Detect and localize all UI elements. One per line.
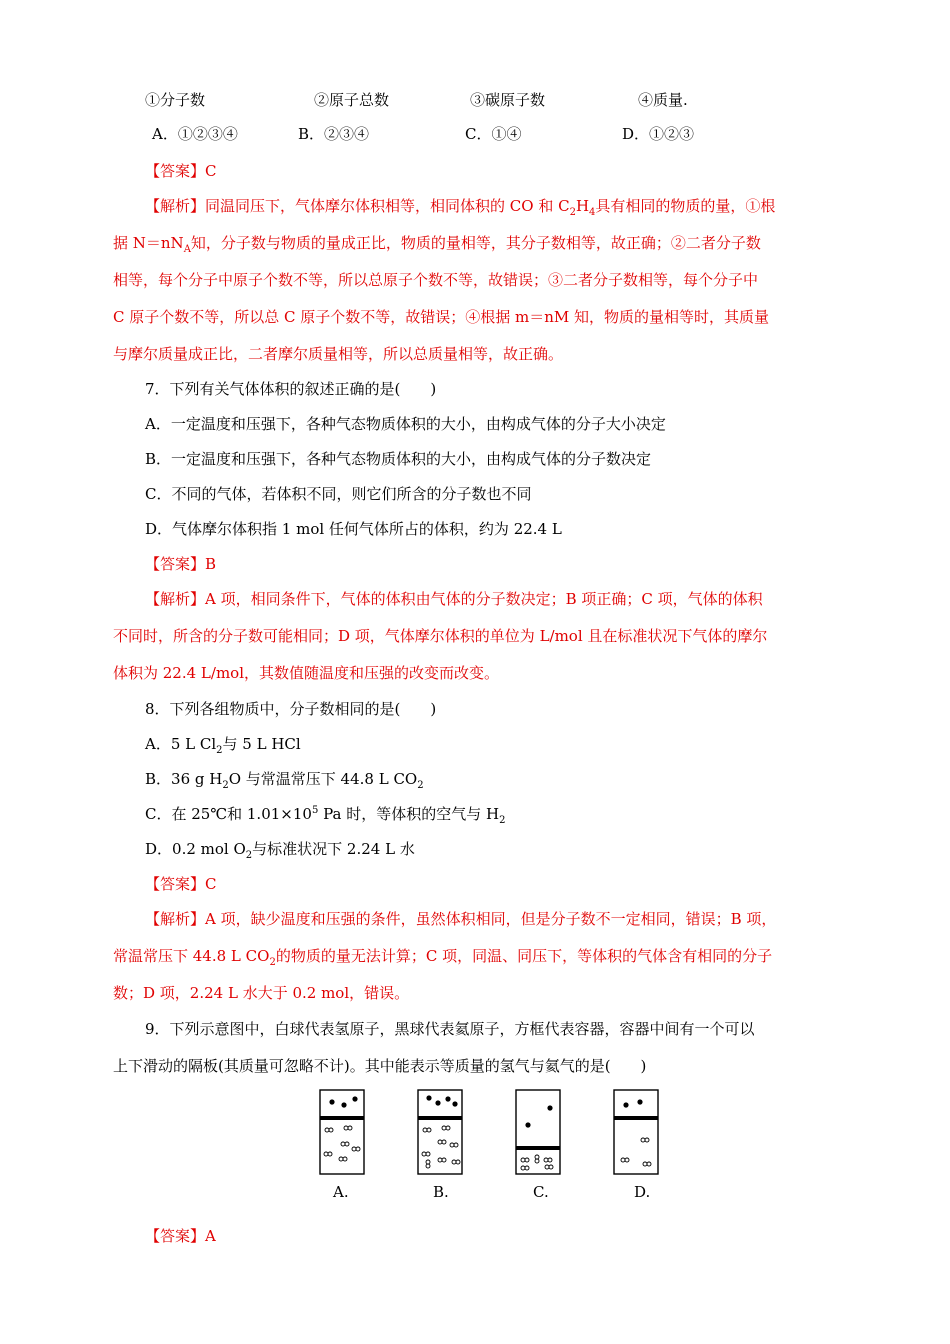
container-d	[614, 1090, 658, 1174]
q8-option-text: O 与常温常压下 44.8 L CO	[228, 770, 418, 788]
q7-stem: 7．下列有关气体体积的叙述正确的是( )	[145, 380, 437, 398]
hydrogen-molecule	[438, 1158, 446, 1162]
subscript: 2	[222, 780, 229, 791]
q8-analysis-text: 常温常压下 44.8 L CO	[113, 947, 270, 965]
hydrogen-molecule	[643, 1162, 651, 1166]
q6-analysis-text: 据 N＝nN	[113, 234, 184, 252]
q8-option-text: A．5 L Cl	[145, 735, 217, 753]
q6-item-3: ③碳原子数	[470, 91, 546, 109]
helium-atom	[637, 1099, 642, 1104]
hydrogen-molecule	[545, 1165, 553, 1169]
hydrogen-molecule	[426, 1160, 430, 1168]
q9-answer: 【答案】A	[145, 1227, 216, 1245]
hydrogen-molecule	[341, 1142, 349, 1146]
q6-item-1: ①分子数	[145, 91, 206, 109]
q8-option-c	[145, 804, 505, 824]
helium-atom	[547, 1105, 552, 1110]
q6-analysis-text: 知，分子数与物质的量成正比，物质的量相等，其分子数相等，故正确；②二者分子数	[190, 234, 761, 252]
q8-option-a	[145, 734, 301, 754]
q8-option-text: 与标准状况下 2.24 L 水	[252, 840, 415, 858]
q6-option-a: A．①②③④	[152, 125, 238, 143]
q8-option-text: 与 5 L HCl	[222, 735, 301, 753]
hydrogen-molecule	[521, 1158, 529, 1162]
q6-analysis-line-3: 相等，每个分子中原子个数不等，所以总原子个数不等，故错误；③二者分子数相等，每个分子中	[113, 271, 759, 289]
q6-option-c: C．①④	[465, 125, 522, 143]
q8-analysis-line-2	[113, 946, 772, 966]
hydrogen-molecule	[544, 1158, 552, 1162]
q8-answer: 【答案】C	[145, 875, 217, 893]
hydrogen-molecule	[422, 1152, 430, 1156]
q7-option-c: C．不同的气体，若体积不同，则它们所含的分子数也不同	[145, 485, 532, 503]
partition-c	[516, 1146, 560, 1150]
q8-analysis-text: 的物质的量无法计算；C 项，同温、同压下，等体积的气体含有相同的分子	[275, 947, 773, 965]
q7-analysis-line-1: 【解析】A 项，相同条件下，气体的体积由气体的分子数决定；B 项正确；C 项，气体的体积	[145, 590, 763, 608]
q8-option-d	[145, 839, 415, 859]
q6-analysis-text: 【解析】同温同压下，气体摩尔体积相等，相同体积的 CO 和 C	[145, 197, 570, 215]
hydrogen-molecule	[438, 1140, 446, 1144]
subscript: 2	[499, 815, 506, 826]
helium-atom	[426, 1095, 431, 1100]
q6-item-4: ④质量.	[638, 91, 688, 109]
helium-atom	[341, 1102, 346, 1107]
q8-option-text: C．在 25℃和 1.01×10	[145, 805, 312, 823]
q7-option-b: B．一定温度和压强下，各种气态物质体积的大小，由构成气体的分子数决定	[145, 450, 652, 468]
q7-analysis-line-3: 体积为 22.4 L/mol，其数值随温度和压强的改变而改变。	[113, 664, 500, 682]
q9-stem-line-2: 上下滑动的隔板(其质量可忽略不计)。其中能表示等质量的氢气与氦气的是( )	[113, 1057, 647, 1075]
q6-analysis-line-1	[145, 196, 775, 216]
subscript: 2	[417, 780, 424, 791]
hydrogen-molecule	[352, 1147, 360, 1151]
subscript: 2	[245, 850, 253, 861]
hydrogen-molecule	[324, 1152, 332, 1156]
hydrogen-molecule	[325, 1128, 333, 1132]
q6-option-d: D．①②③	[622, 125, 695, 143]
hydrogen-molecule	[641, 1138, 649, 1142]
hydrogen-molecule	[423, 1128, 431, 1132]
helium-atom	[329, 1099, 334, 1104]
hydrogen-molecule	[344, 1126, 352, 1130]
superscript: 5	[311, 805, 319, 816]
helium-atom	[445, 1096, 450, 1101]
hydrogen-molecule	[621, 1158, 629, 1162]
subscript: 2	[216, 745, 223, 756]
q6-analysis-text: H	[575, 197, 590, 215]
q7-option-a: A．一定温度和压强下，各种气态物质体积的大小，由构成气体的分子大小决定	[145, 415, 666, 433]
q9-stem-line-1: 9．下列示意图中，白球代表氢原子，黑球代表氦原子，方框代表容器，容器中间有一个可以	[145, 1020, 755, 1038]
hydrogen-molecule	[339, 1157, 347, 1161]
hydrogen-molecule	[442, 1126, 450, 1130]
q6-analysis-text: 具有相同的物质的量，①根	[595, 197, 776, 215]
q7-analysis-line-2: 不同时，所含的分子数可能相同；D 项，气体摩尔体积的单位为 L/mol 且在标准状况下气体的摩尔	[113, 627, 768, 645]
q7-answer: 【答案】B	[145, 555, 217, 573]
helium-atom	[435, 1100, 440, 1105]
partition-a	[320, 1116, 364, 1120]
q8-option-b	[145, 769, 424, 789]
q8-analysis-line-1: 【解析】A 项，缺少温度和压强的条件，虽然体积相同，但是分子数不一定相同，错误；B 项，	[145, 910, 777, 928]
q6-analysis-line-5: 与摩尔质量成正比，二者摩尔质量相等，所以总质量相等，故正确。	[113, 345, 564, 363]
partition-d	[614, 1116, 658, 1120]
q6-answer: 【答案】C	[145, 162, 217, 180]
diagram-label-a: A.	[333, 1183, 349, 1201]
helium-atom	[525, 1122, 530, 1127]
subscript: A	[183, 244, 191, 255]
diagram-label-d: D.	[634, 1183, 651, 1201]
subscript: 4	[589, 207, 596, 218]
q8-option-text: D．0.2 mol O	[145, 840, 246, 858]
q8-stem: 8．下列各组物质中，分子数相同的是( )	[145, 700, 437, 718]
helium-atom	[452, 1101, 457, 1106]
q6-item-2: ②原子总数	[314, 91, 390, 109]
q8-option-text: B．36 g H	[145, 770, 223, 788]
subscript: 2	[569, 207, 576, 218]
q6-analysis-line-4: C 原子个数不等，所以总 C 原子个数不等，故错误；④根据 m＝nM 知，物质的量相等时，其质量	[113, 308, 770, 326]
q8-analysis-line-3: 数；D 项，2.24 L 水大于 0.2 mol，错误。	[113, 984, 410, 1002]
q6-analysis-line-2	[113, 233, 761, 253]
diagram-label-c: C.	[533, 1183, 549, 1201]
diagram-label-b: B.	[433, 1183, 449, 1201]
hydrogen-molecule	[452, 1160, 460, 1164]
partition-b	[418, 1116, 462, 1120]
q8-option-text: Pa 时，等体积的空气与 H	[318, 805, 500, 823]
helium-atom	[352, 1096, 357, 1101]
q7-option-d: D．气体摩尔体积指 1 mol 任何气体所占的体积，约为 22.4 L	[145, 520, 562, 538]
q6-option-b: B．②③④	[298, 125, 370, 143]
helium-atom	[623, 1102, 628, 1107]
hydrogen-molecule	[450, 1143, 458, 1147]
subscript: 2	[269, 957, 276, 968]
hydrogen-molecule	[535, 1155, 539, 1163]
hydrogen-molecule	[521, 1166, 529, 1170]
